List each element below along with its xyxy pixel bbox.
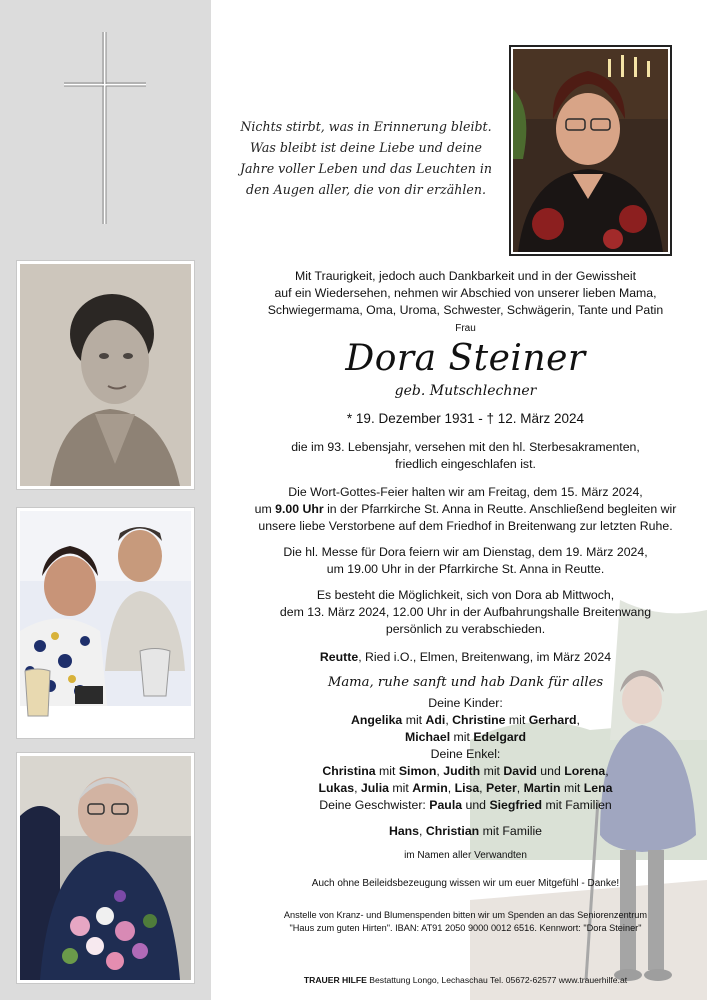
birth-name: geb. Mutschlechner <box>394 383 537 399</box>
intro-line: Schwiegermama, Oma, Uroma, Schwester, Schwägerin, Tante und Patin <box>267 303 664 317</box>
viewing-line: Es besteht die Möglichkeit, sich von Dora ab Mittwoch, <box>316 588 615 602</box>
farewell-line: Mama, ruhe sanft und hab Dank für alles <box>327 675 604 690</box>
mass-line: Die hl. Messe für Dora feiern wir am Dienstag, dem 19. März 2024, <box>283 545 648 559</box>
grandchildren-label: Deine Enkel: <box>430 747 501 761</box>
passing-line: friedlich eingeschlafen ist. <box>395 457 536 471</box>
obituary-text <box>228 268 703 935</box>
children-label: Deine Kinder: <box>428 696 503 710</box>
couple-photo <box>17 508 194 738</box>
grandchildren-line: Lukas, Julia mit Armin, Lisa, Peter, Martin mit Lena <box>318 781 613 795</box>
elderly-woman-flowers-photo <box>17 753 194 983</box>
siblings-line: Deine Geschwister: Paula und Siegfried mit Familien <box>319 798 612 812</box>
service-line: unsere liebe Verstorbene auf dem Friedhof in Breitenwang zur letzten Ruhe. <box>258 519 673 533</box>
relatives-line: im Namen aller Verwandten <box>404 850 527 861</box>
quote-line: Nichts stirbt, was in Erinnerung bleibt. <box>240 119 492 134</box>
children-line: Angelika mit Adi, Christine mit Gerhard, <box>351 713 580 727</box>
children-line: Michael mit Edelgard <box>405 730 526 744</box>
footer-credit: TRAUER HILFE Bestattung Longo, Lechaschau Tel. 05672-62577 www.trauerhilfe.at <box>303 975 628 985</box>
grandchildren-line: Christina mit Simon, Judith mit David und Lorena, <box>322 764 609 778</box>
portrait-main-photo <box>509 45 672 256</box>
mass-line: um 19.00 Uhr in der Pfarrkirche St. Anna in Reutte. <box>326 562 605 576</box>
intro-line: auf ein Wiedersehen, nehmen wir Abschied von unserer lieben Mama, <box>274 286 657 300</box>
portrait-young-photo <box>17 261 194 489</box>
service-line: Die Wort-Gottes-Feier halten wir am Freitag, dem 15. März 2024, <box>288 485 643 499</box>
salutation: Frau <box>455 323 476 334</box>
others-line: Hans, Christian mit Familie <box>388 824 543 838</box>
viewing-line: persönlich zu verabschieden. <box>385 622 546 636</box>
life-dates: * 19. Dezember 1931 - † 12. März 2024 <box>346 411 585 426</box>
donation-line: "Haus zum guten Hirten". IBAN: AT91 2050 9000 0012 6516. Kennwort: "Dora Steiner" <box>289 923 642 933</box>
quote-line: Jahre voller Leben und das Leuchten in <box>240 161 492 176</box>
condolence-note: Auch ohne Beileidsbezeugung wissen wir um euer Mitgefühl - Danke! <box>311 878 620 889</box>
memorial-quote <box>234 116 498 200</box>
cross-icon <box>64 32 146 224</box>
passing-line: die im 93. Lebensjahr, versehen mit den hl. Sterbesakramenten, <box>291 440 640 454</box>
quote-line: Was bleibt ist deine Liebe und deine <box>250 140 482 155</box>
quote-line: den Augen aller, die von dir erzählen. <box>246 182 486 197</box>
intro-line: Mit Traurigkeit, jedoch auch Dankbarkeit und in der Gewissheit <box>294 269 637 283</box>
service-time: 9.00 Uhr <box>275 502 324 516</box>
service-line: um 9.00 Uhr in der Pfarrkirche St. Anna in Reutte. Anschließend begleiten wir <box>254 502 677 516</box>
donation-line: Anstelle von Kranz- und Blumenspenden bitten wir um Spenden an das Seniorenzentrum <box>283 910 648 920</box>
deceased-name: Dora Steiner <box>345 338 586 379</box>
sidebar-panel <box>0 0 211 1000</box>
viewing-line: dem 13. März 2024, 12.00 Uhr in der Aufbahrungshalle Breitenwang <box>279 605 652 619</box>
footer-brand: TRAUER HILFE <box>303 975 367 985</box>
place-date-line: Reutte, Ried i.O., Elmen, Breitenwang, im März 2024 <box>319 650 612 664</box>
